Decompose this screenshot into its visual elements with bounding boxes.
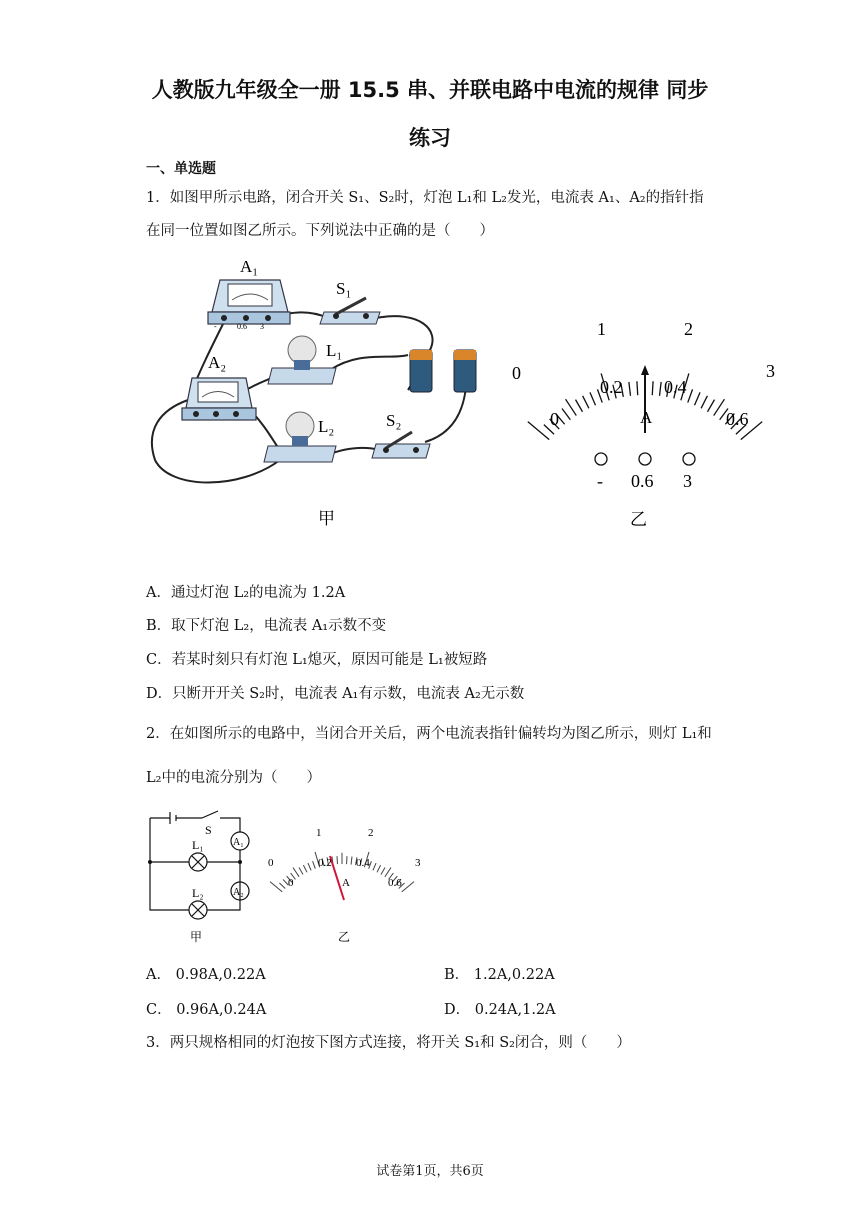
dial-bottom-06: 0.6	[726, 409, 749, 429]
q2-label-l1: L₁	[192, 838, 204, 852]
dial-tick	[279, 883, 285, 888]
dial-tick	[714, 399, 725, 415]
q2-dial-unit: A	[342, 877, 350, 889]
switch-s1-icon	[320, 298, 380, 324]
page-footer: 试卷第1页，共6页	[376, 1164, 484, 1179]
dial-tick	[562, 409, 570, 420]
q1-stem-line1: 1．如图甲所示电路，闭合开关 S₁、S₂时，灯泡 L₁和 L₂发光，电流表 A₁、A₂的指针指	[146, 190, 704, 206]
dial-top-0: 0	[512, 363, 521, 383]
dial-bottom-02: 0.2	[600, 377, 623, 397]
dial-tick	[377, 865, 381, 872]
dial-tick	[373, 863, 376, 870]
dial-tick	[701, 396, 707, 409]
q2-stem-line1: 2．在如图所示的电路中，当闭合开关后，两个电流表指针偏转均为图乙所示，则灯 L₁和	[146, 726, 712, 742]
q2-option-d[interactable]: D． 0.24A,1.2A	[444, 1002, 556, 1018]
q1-option-c[interactable]: C．若某时刻只有灯泡 L₁熄灭，原因可能是 L₁被短路	[146, 652, 488, 668]
q1-caption-yi: 乙	[630, 510, 647, 529]
q2-option-c[interactable]: C． 0.96A,0.24A	[146, 1002, 267, 1018]
section-heading: 一、单选题	[146, 161, 216, 177]
dial-tick	[308, 863, 311, 870]
dial-tick	[381, 868, 385, 875]
q1-stem-line2: 在同一位置如图乙所示。下列说法中正确的是（ ）	[146, 223, 494, 239]
label-s2: S₂	[386, 411, 402, 430]
q2-label-s: S	[205, 823, 212, 837]
q2-label-a1: A₁	[233, 837, 244, 848]
dial-tick	[528, 422, 549, 440]
q1-option-a[interactable]: A．通过灯泡 L₂的电流为 1.2A	[146, 585, 346, 601]
q2-dial-top-1: 1	[316, 827, 322, 839]
battery-icon	[410, 350, 476, 392]
q2-dial-bottom-02: 0.2	[318, 857, 332, 869]
q2-figure-jia	[140, 805, 260, 947]
q1-option-b[interactable]: B．取下灯泡 L₂，电流表 A₁示数不变	[146, 618, 387, 634]
q2-option-b[interactable]: B． 1.2A,0.22A	[444, 967, 555, 983]
page-title-line2: 练习	[409, 126, 451, 150]
q2-caption-jia: 甲	[190, 930, 203, 944]
dial-tick	[566, 399, 577, 415]
dial-tick	[695, 392, 701, 405]
q2-label-a2: A₂	[233, 887, 244, 898]
dial-tick	[270, 882, 282, 892]
q2-dial-bottom-0: 0	[288, 877, 294, 889]
dial-bottom-0: 0	[550, 409, 559, 429]
dial-tick	[629, 382, 631, 396]
terminal-label-3: 3	[683, 471, 692, 491]
q2-dial-top-3: 3	[415, 857, 421, 869]
terminal-3-a1: 3	[260, 322, 264, 331]
dial-tick	[660, 382, 662, 396]
q2-caption-yi: 乙	[338, 930, 351, 944]
q2-dial-bottom-06: 0.6	[388, 877, 402, 889]
q3-stem: 3．两只规格相同的灯泡按下图方式连接，将开关 S₁和 S₂闭合，则（ ）	[146, 1035, 631, 1051]
dial-tick	[637, 381, 638, 395]
dial-tick	[402, 882, 414, 892]
dial-bottom-04: 0.4	[664, 377, 687, 397]
label-l2: L₂	[318, 417, 335, 436]
dial-tick	[303, 865, 307, 872]
terminal-minus-a1: -	[214, 322, 217, 331]
label-l1: L₁	[326, 341, 343, 360]
q2-stem-line2: L₂中的电流分别为（ ）	[146, 770, 321, 786]
dial-top-2: 2	[684, 319, 693, 339]
terminal-circle-minus	[595, 453, 607, 465]
q1-figure-jia	[140, 250, 480, 535]
dial-tick	[688, 389, 693, 402]
q2-label-l2: L₂	[192, 886, 204, 900]
dial-tick	[576, 400, 583, 412]
terminal-circle-06	[639, 453, 651, 465]
dial-tick	[351, 857, 352, 865]
dial-tick	[583, 396, 589, 409]
ammeter-a1-icon	[208, 280, 290, 324]
dial-tick	[385, 867, 391, 876]
dial-top-3: 3	[766, 361, 775, 381]
terminal-06-a1: 0.6	[237, 322, 247, 331]
q1-caption-jia: 甲	[318, 509, 335, 528]
dial-tick	[652, 381, 653, 395]
dial-top-1: 1	[597, 319, 606, 339]
dial-tick	[299, 868, 303, 875]
switch-s2-icon	[372, 432, 430, 458]
ammeter-a2-icon	[182, 378, 256, 420]
q1-option-d[interactable]: D．只断开开关 S₂时，电流表 A₁有示数，电流表 A₂无示数	[146, 686, 525, 702]
q2-dial-top-2: 2	[368, 827, 374, 839]
dial-tick	[590, 392, 596, 405]
dial-unit: A	[640, 408, 653, 427]
dial-tick	[708, 400, 715, 412]
page-title-line1: 人教版九年级全一册 15.5 串、并联电路中电流的规律 同步	[151, 78, 709, 102]
q2-option-a[interactable]: A． 0.98A,0.22A	[146, 967, 266, 983]
q2-dial-bottom-04: 0.4	[356, 857, 370, 869]
label-a1: A₁	[240, 257, 259, 276]
terminal-label-minus: -	[597, 471, 603, 491]
dial-tick	[313, 861, 316, 869]
q2-figure-yi	[262, 820, 432, 948]
label-s1: S₁	[336, 279, 352, 298]
terminal-circle-3	[683, 453, 695, 465]
q2-dial-top-0: 0	[268, 857, 274, 869]
terminal-label-06: 0.6	[631, 471, 654, 491]
dial-tick	[293, 867, 299, 876]
label-a2: A₂	[208, 353, 227, 372]
q1-figure-yi	[500, 305, 790, 535]
